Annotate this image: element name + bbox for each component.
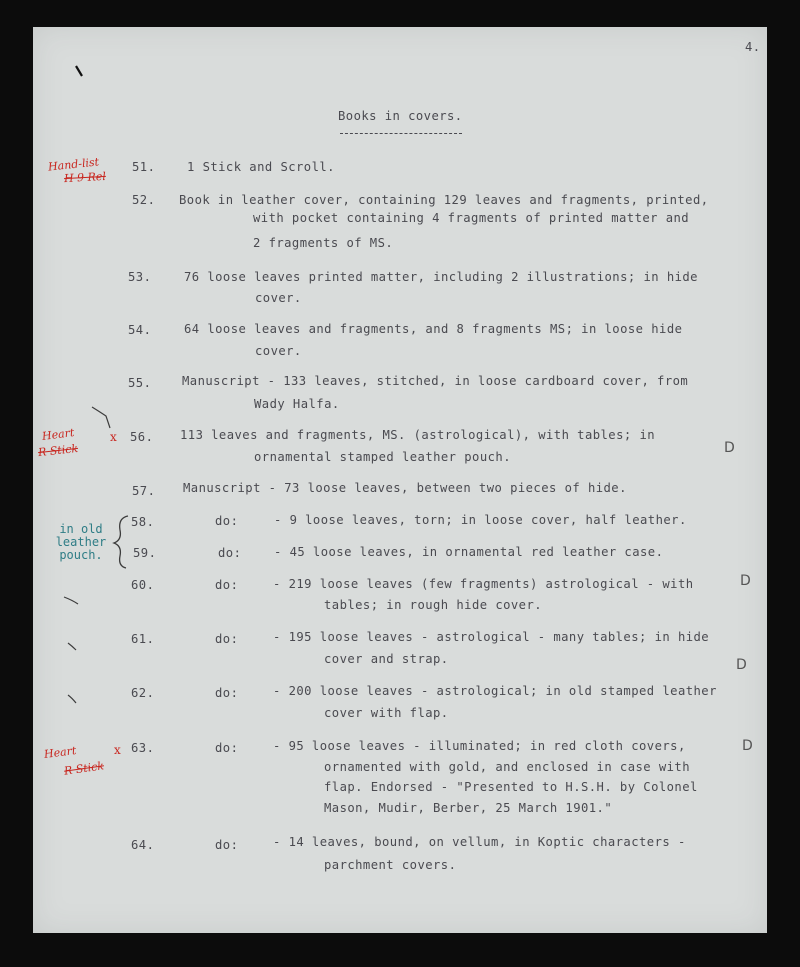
- entry-text: 76 loose leaves printed matter, including 2 illustrations; in hide: [184, 270, 698, 284]
- entry-text: 1 Stick and Scroll.: [187, 160, 335, 174]
- entry-text: cover.: [255, 291, 302, 305]
- entry-text: - 195 loose leaves - astrological - many tables; in hide: [273, 630, 710, 644]
- ditto-mark: do:: [215, 514, 239, 528]
- entry-text: 113 leaves and fragments, MS. (astrological), with tables; in: [180, 428, 656, 442]
- red-annotation-51: Hand-list: [47, 155, 100, 174]
- teal-note-line: in old: [59, 522, 103, 536]
- entry-text: ornamental stamped leather pouch.: [254, 450, 511, 464]
- entry-number: 61.: [131, 632, 155, 646]
- brace-mark: [114, 516, 128, 568]
- entry-text: - 45 loose leaves, in ornamental red leather case.: [274, 545, 664, 559]
- entry-text: flap. Endorsed - "Presented to H.S.H. by Colonel: [324, 780, 698, 794]
- entry-text: cover with flap.: [324, 706, 449, 720]
- entry-text: cover and strap.: [324, 652, 449, 666]
- pencil-d-mark: D: [740, 573, 751, 589]
- entry-number: 62.: [131, 686, 155, 700]
- entry-text: Manuscript - 73 loose leaves, between two pieces of hide.: [183, 481, 627, 495]
- entry-text: 2 fragments of MS.: [253, 236, 394, 250]
- entry-text: - 95 loose leaves - illuminated; in red cloth covers,: [273, 739, 686, 753]
- entry-text: Manuscript - 133 leaves, stitched, in loose cardboard cover, from: [182, 374, 689, 388]
- entry-number: 64.: [131, 838, 155, 852]
- entry-number: 60.: [131, 578, 155, 592]
- entry-text: parchment covers.: [324, 858, 457, 872]
- ditto-mark: do:: [215, 686, 239, 700]
- entry-number: 57.: [132, 484, 156, 498]
- red-annotation-56: Heart: [41, 426, 76, 443]
- entry-text: cover.: [255, 344, 302, 358]
- entry-number: 56.: [130, 430, 154, 444]
- entry-text: Wady Halfa.: [254, 397, 340, 411]
- entry-text: - 200 loose leaves - astrological; in old stamped leather: [273, 684, 717, 698]
- entry-number: 53.: [128, 270, 152, 284]
- entry-text: - 9 loose leaves, torn; in loose cover, half leather.: [274, 513, 687, 527]
- entry-text: Book in leather cover, containing 129 leaves and fragments, printed,: [179, 193, 709, 207]
- red-x-mark: x: [114, 743, 121, 757]
- entry-number: 59.: [133, 546, 157, 560]
- teal-note-line: leather: [55, 535, 107, 549]
- red-annotation-51: H 9 Rel: [63, 169, 107, 186]
- pencil-d-mark: D: [742, 738, 753, 754]
- entry-number: 52.: [132, 193, 156, 207]
- entry-text: 64 loose leaves and fragments, and 8 fragments MS; in loose hide: [184, 322, 683, 336]
- entry-number: 58.: [131, 515, 155, 529]
- ditto-mark: do:: [215, 578, 239, 592]
- red-annotation-63: R Stick: [63, 759, 105, 778]
- tick-mark: [76, 66, 82, 76]
- ditto-mark: do:: [215, 741, 239, 755]
- entry-number: 51.: [132, 160, 156, 174]
- ditto-mark: do:: [215, 632, 239, 646]
- entry-text: tables; in rough hide cover.: [324, 598, 543, 612]
- tick-mark: [64, 597, 78, 604]
- ditto-mark: do:: [218, 546, 242, 560]
- page-number: 4.: [745, 40, 761, 54]
- red-x-mark: x: [110, 430, 117, 444]
- entry-number: 55.: [128, 376, 152, 390]
- red-annotation-63: Heart: [43, 744, 78, 761]
- entry-number: 63.: [131, 741, 155, 755]
- ditto-mark: do:: [215, 838, 239, 852]
- tick-mark: [92, 407, 110, 428]
- tick-mark: [68, 643, 76, 650]
- entry-text: - 14 leaves, bound, on vellum, in Koptic characters -: [273, 835, 686, 849]
- pencil-d-mark: D: [736, 657, 747, 673]
- page-title: Books in covers.: [338, 109, 463, 123]
- pencil-d-mark: D: [724, 440, 735, 456]
- tick-mark: [68, 695, 76, 703]
- entry-text: - 219 loose leaves (few fragments) astrological - with: [273, 577, 694, 591]
- entry-text: Mason, Mudir, Berber, 25 March 1901.": [324, 801, 613, 815]
- teal-note-line: pouch.: [59, 548, 103, 562]
- red-annotation-56: R Stick: [37, 441, 79, 460]
- entry-text: ornamented with gold, and enclosed in case with: [324, 760, 691, 774]
- entry-number: 54.: [128, 323, 152, 337]
- entry-text: with pocket containing 4 fragments of printed matter and: [253, 211, 690, 225]
